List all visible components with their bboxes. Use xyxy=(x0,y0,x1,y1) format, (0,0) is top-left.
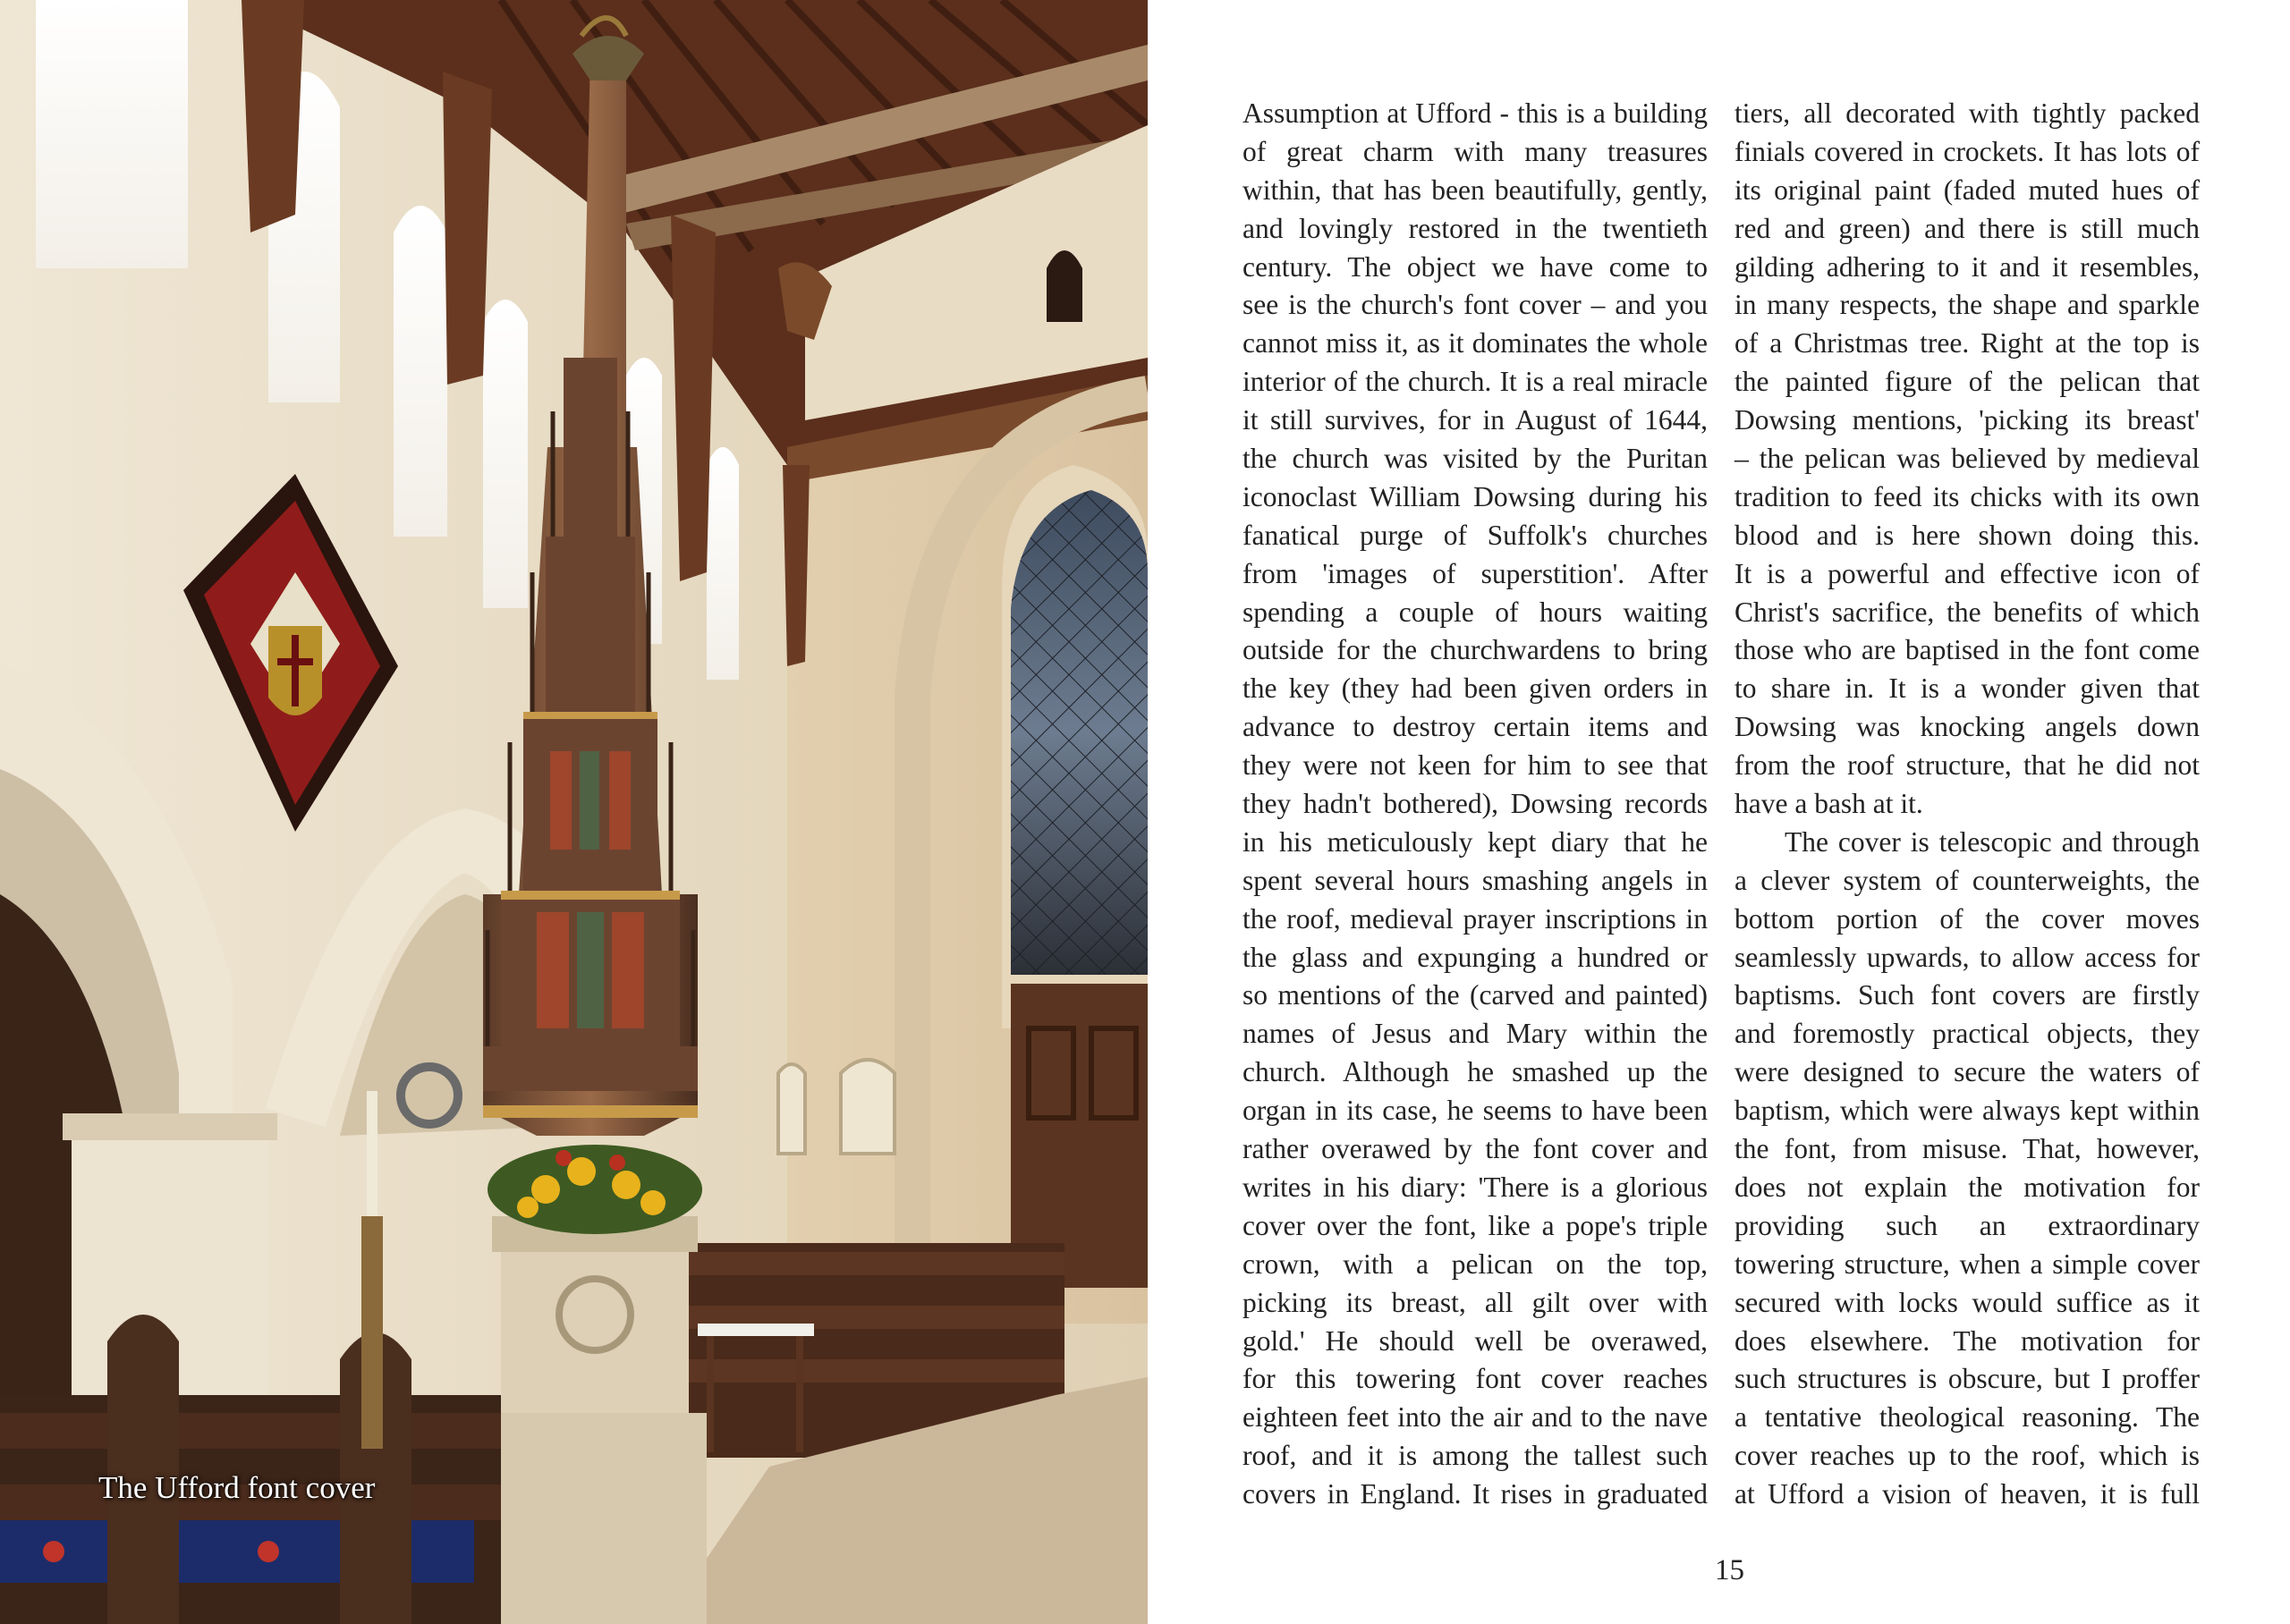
text-line: it still survives, for in August of 1644, xyxy=(1243,404,1708,436)
text-line: the glass and expunging a hundred or xyxy=(1243,941,1708,973)
text-line: It is a powerful and effective icon of xyxy=(1734,557,2200,589)
text-line: at Ufford a vision of heaven, it is full xyxy=(1734,1478,2200,1510)
text-line: have a bash at it. xyxy=(1734,788,1923,820)
text-line: Assumption at Ufford - this is a building xyxy=(1243,97,1708,129)
text-line: iconoclast William Dowsing during his xyxy=(1243,480,1708,512)
text-line: of a Christmas tree. Right at the top is xyxy=(1734,327,2200,359)
text-line: in many respects, the shape and sparkle xyxy=(1734,289,2200,321)
text-line: the painted figure of the pelican that xyxy=(1734,366,2200,398)
text-line: organ in its case, he seems to have been xyxy=(1243,1095,1708,1127)
text-line: gold.' He should well be overawed, xyxy=(1243,1324,1708,1357)
text-line: were designed to secure the waters of xyxy=(1734,1056,2200,1088)
left-text-column xyxy=(1243,95,1708,1514)
text-line: the font, from misuse. That, however, xyxy=(1734,1133,2200,1165)
text-line: The cover is telescopic and through xyxy=(1785,825,2200,858)
text-line: roof, and it is among the tallest such xyxy=(1243,1440,1708,1472)
text-line: outside for the churchwardens to bring xyxy=(1243,634,1708,666)
text-line: they were not keen for him to see that xyxy=(1243,749,1708,782)
text-line: secured with locks would suffice as it xyxy=(1734,1286,2200,1318)
text-line: gilding adhering to it and it resembles, xyxy=(1734,250,2200,283)
text-line: Dowsing was knocking angels down xyxy=(1734,711,2200,743)
text-line: see is the church's font cover – and you xyxy=(1243,289,1708,321)
text-line: such structures is obscure, but I proffer xyxy=(1734,1363,2200,1395)
text-line: picking its breast, all gilt over with xyxy=(1243,1286,1708,1318)
text-line: cover over the font, like a pope's triple xyxy=(1243,1209,1708,1241)
text-line: names of Jesus and Mary within the xyxy=(1243,1018,1708,1050)
text-line: cover reaches up to the roof, which is xyxy=(1734,1440,2200,1472)
page-number-label: 15 xyxy=(1715,1554,1744,1586)
text-line: towering structure, when a simple cover xyxy=(1734,1248,2200,1280)
text-line: does not explain the motivation for xyxy=(1734,1171,2200,1203)
text-line: crown, with a pelican on the top, xyxy=(1243,1248,1708,1280)
text-line: Christ's sacrifice, the benefits of which xyxy=(1734,596,2200,628)
text-line: baptism, which were always kept within xyxy=(1734,1095,2200,1127)
text-line: the roof, medieval prayer inscriptions in xyxy=(1243,902,1708,935)
text-line: a tentative theological reasoning. The xyxy=(1734,1401,2200,1434)
text-line: the key (they had been given orders in xyxy=(1243,672,1708,705)
text-line: from 'images of superstition'. After xyxy=(1243,557,1708,589)
text-line: fanatical purge of Suffolk's churches xyxy=(1243,519,1708,551)
text-line: spent several hours smashing angels in xyxy=(1243,864,1708,896)
text-page xyxy=(1148,0,2290,1624)
text-line: – the pelican was believed by medieval xyxy=(1734,443,2200,475)
text-line: bottom portion of the cover moves xyxy=(1734,902,2200,935)
text-line: rather overawed by the font cover and xyxy=(1243,1133,1708,1165)
text-line: century. The object we have come to xyxy=(1243,250,1708,283)
text-line: cannot miss it, as it dominates the whole xyxy=(1243,327,1708,359)
text-line: does elsewhere. The motivation for xyxy=(1734,1324,2200,1357)
text-line: blood and is here shown doing this. xyxy=(1734,519,2200,551)
text-line: tradition to feed its chicks with its own xyxy=(1734,480,2200,512)
photo-caption: The Ufford font cover xyxy=(98,1470,376,1505)
text-line: finials covered in crockets. It has lots of xyxy=(1734,135,2200,167)
text-line: and foremostly practical objects, they xyxy=(1734,1018,2200,1050)
text-line: red and green) and there is still much xyxy=(1734,212,2200,244)
text-line: they hadn't bothered), Dowsing records xyxy=(1243,788,1708,820)
text-line: in his meticulously kept diary that he xyxy=(1243,825,1708,858)
text-line: within, that has been beautifully, gently, xyxy=(1243,173,1708,206)
text-line: providing such an extraordinary xyxy=(1734,1209,2200,1241)
text-line: advance to destroy certain items and xyxy=(1243,711,1708,743)
text-line: its original paint (faded muted hues of xyxy=(1734,173,2200,206)
text-line: and lovingly restored in the twentieth xyxy=(1243,212,1708,244)
text-line: spending a couple of hours waiting xyxy=(1243,596,1708,628)
text-line: tiers, all decorated with tightly packed xyxy=(1734,97,2200,129)
text-line: writes in his diary: 'There is a glorious xyxy=(1243,1171,1708,1203)
text-line: so mentions of the (carved and painted) xyxy=(1243,979,1708,1011)
text-line: seamlessly upwards, to allow access for xyxy=(1734,941,2200,973)
text-line: Dowsing mentions, 'picking its breast' xyxy=(1734,404,2200,436)
text-line: for this towering font cover reaches xyxy=(1243,1363,1708,1395)
text-line: those who are baptised in the font come xyxy=(1734,634,2200,666)
text-line: covers in England. It rises in graduated xyxy=(1243,1478,1708,1510)
right-text-column xyxy=(1734,95,2200,1514)
text-line: the church was visited by the Puritan xyxy=(1243,443,1708,475)
text-line: church. Although he smashed up the xyxy=(1243,1056,1708,1088)
text-line: of great charm with many treasures xyxy=(1243,135,1708,167)
text-line: eighteen feet into the air and to the nave xyxy=(1243,1401,1708,1434)
text-line: baptisms. Such font covers are firstly xyxy=(1734,979,2200,1011)
text-line: interior of the church. It is a real miracle xyxy=(1243,366,1708,398)
text-line: from the roof structure, that he did not xyxy=(1734,749,2200,782)
text-line: to share in. It is a wonder given that xyxy=(1734,672,2200,705)
text-line: a clever system of counterweights, the xyxy=(1734,864,2200,896)
